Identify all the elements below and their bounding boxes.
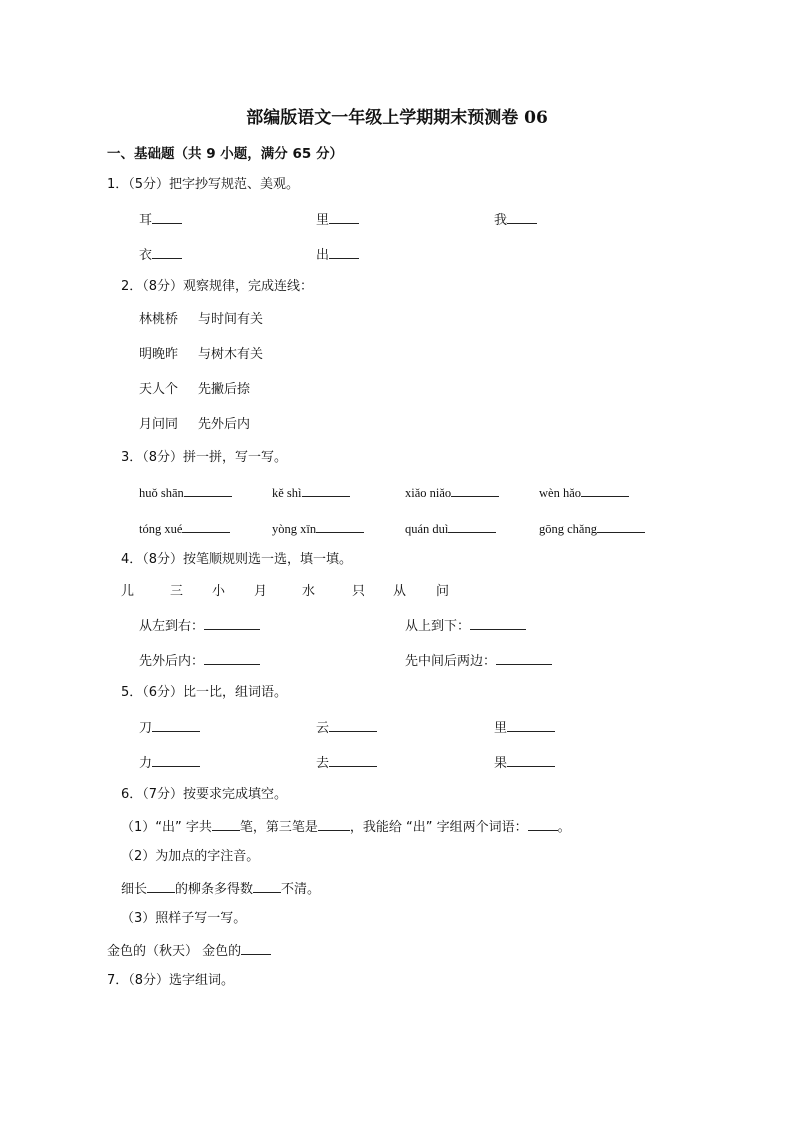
q1-char: 里 [316,213,330,228]
answer-blank[interactable] [528,818,558,831]
q6-text: 细长 [121,882,148,897]
pinyin-text: kě shì [272,486,302,500]
q5-item [139,719,200,737]
q2-right-item: 与时间有关 [198,312,264,327]
pinyin-item [272,484,350,501]
answer-blank[interactable] [496,652,552,665]
q4-char: 只 [352,584,366,599]
answer-blank[interactable] [253,880,281,893]
pinyin-item [405,484,499,501]
q4-rule-label: 先中间后两边： [405,654,497,669]
q1-stem: 1．（5分）把字抄写规范、美观。 [107,177,300,192]
q5-item [494,719,555,737]
answer-blank[interactable] [316,520,364,533]
q5-stem: 5．（6分）比一比，组词语。 [121,685,288,700]
answer-blank[interactable] [581,484,629,497]
q6-text: ，我能给 “出” 字组两个词语： [349,820,528,835]
answer-blank[interactable] [507,754,555,767]
pinyin-text: wèn hǎo [539,486,581,500]
q6-line-2: （2）为加点的字注音。 [121,849,260,864]
answer-blank[interactable] [241,942,271,955]
q4-char: 水 [302,584,316,599]
answer-blank[interactable] [448,520,496,533]
q4-char: 从 [393,584,407,599]
q6-text: 笔，第三笔是 [239,820,318,835]
answer-blank[interactable] [204,617,260,630]
q2-right-item: 先撇后捺 [198,382,251,397]
q5-char: 云 [316,721,330,736]
q6-text: 的柳条多得数 [175,882,254,897]
answer-blank[interactable] [204,652,260,665]
answer-blank[interactable] [184,484,232,497]
q6-text: （1）“出” 字共 [121,820,212,835]
q5-item [316,719,377,737]
pinyin-item [139,520,230,537]
q1-char: 出 [316,248,330,263]
q2-stem: 2．（8分）观察规律，完成连线： [121,279,314,294]
q3-stem: 3．（8分）拼一拼，写一写。 [121,450,288,465]
pinyin-text: tóng xué [139,522,183,536]
answer-blank[interactable] [597,520,645,533]
answer-blank[interactable] [507,211,537,224]
pinyin-item [139,484,232,501]
answer-blank[interactable] [329,719,377,732]
answer-blank[interactable] [329,211,359,224]
q2-left-item: 林桃桥 [139,312,179,327]
pinyin-text: xiǎo niǎo [405,486,452,500]
q1-item [316,246,359,264]
answer-blank[interactable] [147,880,175,893]
pinyin-text: huǒ shān [139,486,184,500]
q4-rule-label: 从上到下： [405,619,471,634]
q1-item [494,211,537,229]
section-heading: 一、基础题（共 9 小题，满分 65 分） [107,146,343,162]
q1-item [139,211,182,229]
q4-rule-label: 从左到右： [139,619,205,634]
q6-text: 不清。 [281,882,321,897]
answer-blank[interactable] [152,754,200,767]
pinyin-item [272,520,364,537]
q5-char: 力 [139,756,153,771]
q5-item [316,754,377,772]
q5-char: 里 [494,721,508,736]
q4-char: 儿 [121,584,135,599]
q7-stem: 7．（8分）选字组词。 [107,973,235,988]
q6-text: 。 [557,820,571,835]
q6-line-3 [121,880,320,898]
answer-blank[interactable] [329,754,377,767]
answer-blank[interactable] [152,719,200,732]
answer-blank[interactable] [182,520,230,533]
q4-stem: 4．（8分）按笔顺规则选一选，填一填。 [121,552,353,567]
q6-line-1 [121,818,571,836]
pinyin-text: quán duì [405,522,449,536]
q4-char: 月 [254,584,268,599]
q5-char: 去 [316,756,330,771]
q1-char: 衣 [139,248,153,263]
answer-blank[interactable] [451,484,499,497]
q4-char: 三 [170,584,184,599]
q6-stem: 6．（7分）按要求完成填空。 [121,787,288,802]
pinyin-text: gōng chǎng [539,522,597,536]
q5-char: 果 [494,756,508,771]
q4-char: 小 [212,584,226,599]
q5-item [494,754,555,772]
pinyin-item [539,484,629,501]
q1-char: 耳 [139,213,153,228]
answer-blank[interactable] [507,719,555,732]
q4-rule [405,617,526,635]
q6-text: 金色的（秋天） 金色的 [107,944,242,959]
q4-char: 问 [436,584,450,599]
answer-blank[interactable] [152,246,182,259]
answer-blank[interactable] [212,818,240,831]
answer-blank[interactable] [329,246,359,259]
q4-rule [139,652,260,670]
answer-blank[interactable] [470,617,526,630]
q4-rule [405,652,552,670]
q4-rule-label: 先外后内： [139,654,205,669]
pinyin-item [539,520,645,537]
q2-right-item: 与树木有关 [198,347,264,362]
q5-char: 刀 [139,721,153,736]
q2-left-item: 天人个 [139,382,179,397]
pinyin-text: yòng xīn [272,522,317,536]
q2-left-item: 明晚昨 [139,347,179,362]
q4-rule [139,617,260,635]
q5-item [139,754,200,772]
answer-blank[interactable] [302,484,350,497]
q1-item [139,246,182,264]
q6-line-4: （3）照样子写一写。 [121,911,247,926]
q2-right-item: 先外后内 [198,417,251,432]
q2-left-item: 月问同 [139,417,179,432]
answer-blank[interactable] [152,211,182,224]
q6-line-5 [107,942,271,960]
q1-char: 我 [494,213,508,228]
pinyin-item [405,520,496,537]
page-title: 部编版语文一年级上学期期末预测卷 06 [246,108,548,128]
answer-blank[interactable] [318,818,350,831]
q1-item [316,211,359,229]
